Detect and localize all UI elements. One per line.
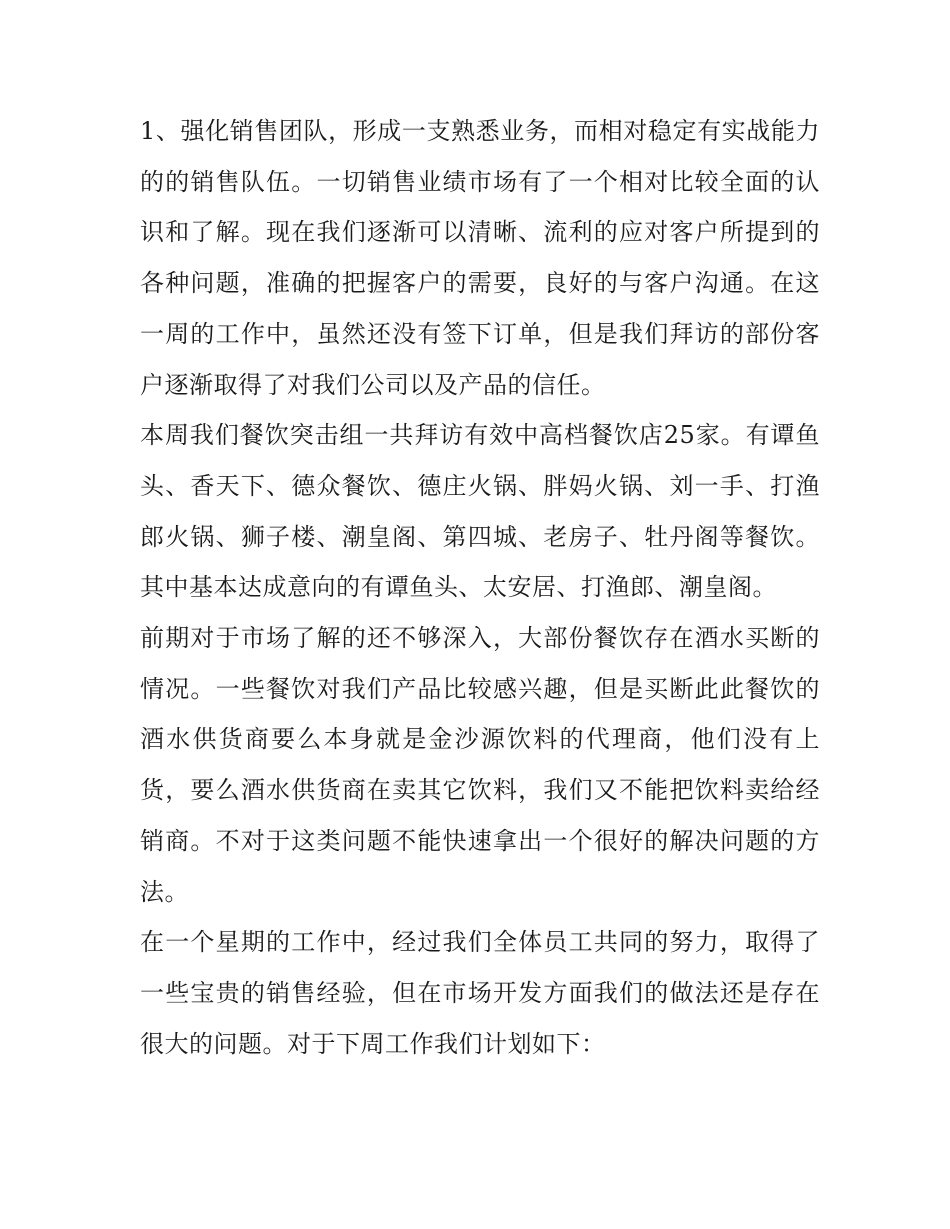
paragraph-restaurant-visits: 本周我们餐饮突击组一共拜访有效中高档餐饮店25家。有谭鱼头、香天下、德众餐饮、德庄火锅、胖妈火锅、刘一手、打渔郎火锅、狮子楼、潮皇阁、第四城、老房子、牡丹阁等餐饮。其中基本达成意向的有谭鱼头、太安居、打渔郎、潮皇阁。 [140,421,820,602]
document-body [140,106,820,1069]
paragraph-next-week-plan: 在一个星期的工作中，经过我们全体员工共同的努力，取得了一些宝贵的销售经验，但在市场开发方面我们的做法还是存在很大的问题。对于下周工作我们计划如下： [140,928,820,1058]
paragraph-market-issues: 前期对于市场了解的还不够深入，大部份餐饮存在酒水买断的情况。一些餐饮对我们产品比较感兴趣，但是买断此此餐饮的酒水供货商要么本身就是金沙源饮料的代理商，他们没有上货，要么酒水供货商在卖其它饮料，我们又不能把饮料卖给经销商。不对于这类问题不能快速拿出一个很好的解决问题的方法。 [140,624,820,906]
paragraph-team-strengthening: 1、强化销售团队，形成一支熟悉业务，而相对稳定有实战能力的的销售队伍。一切销售业绩市场有了一个相对比较全面的认识和了解。现在我们逐渐可以清晰、流利的应对客户所提到的各种问题，准确的把握客户的需要，良好的与客户沟通。在这一周的工作中，虽然还没有签下订单，但是我们拜访的部份客户逐渐取得了对我们公司以及产品的信任。 [140,117,820,399]
